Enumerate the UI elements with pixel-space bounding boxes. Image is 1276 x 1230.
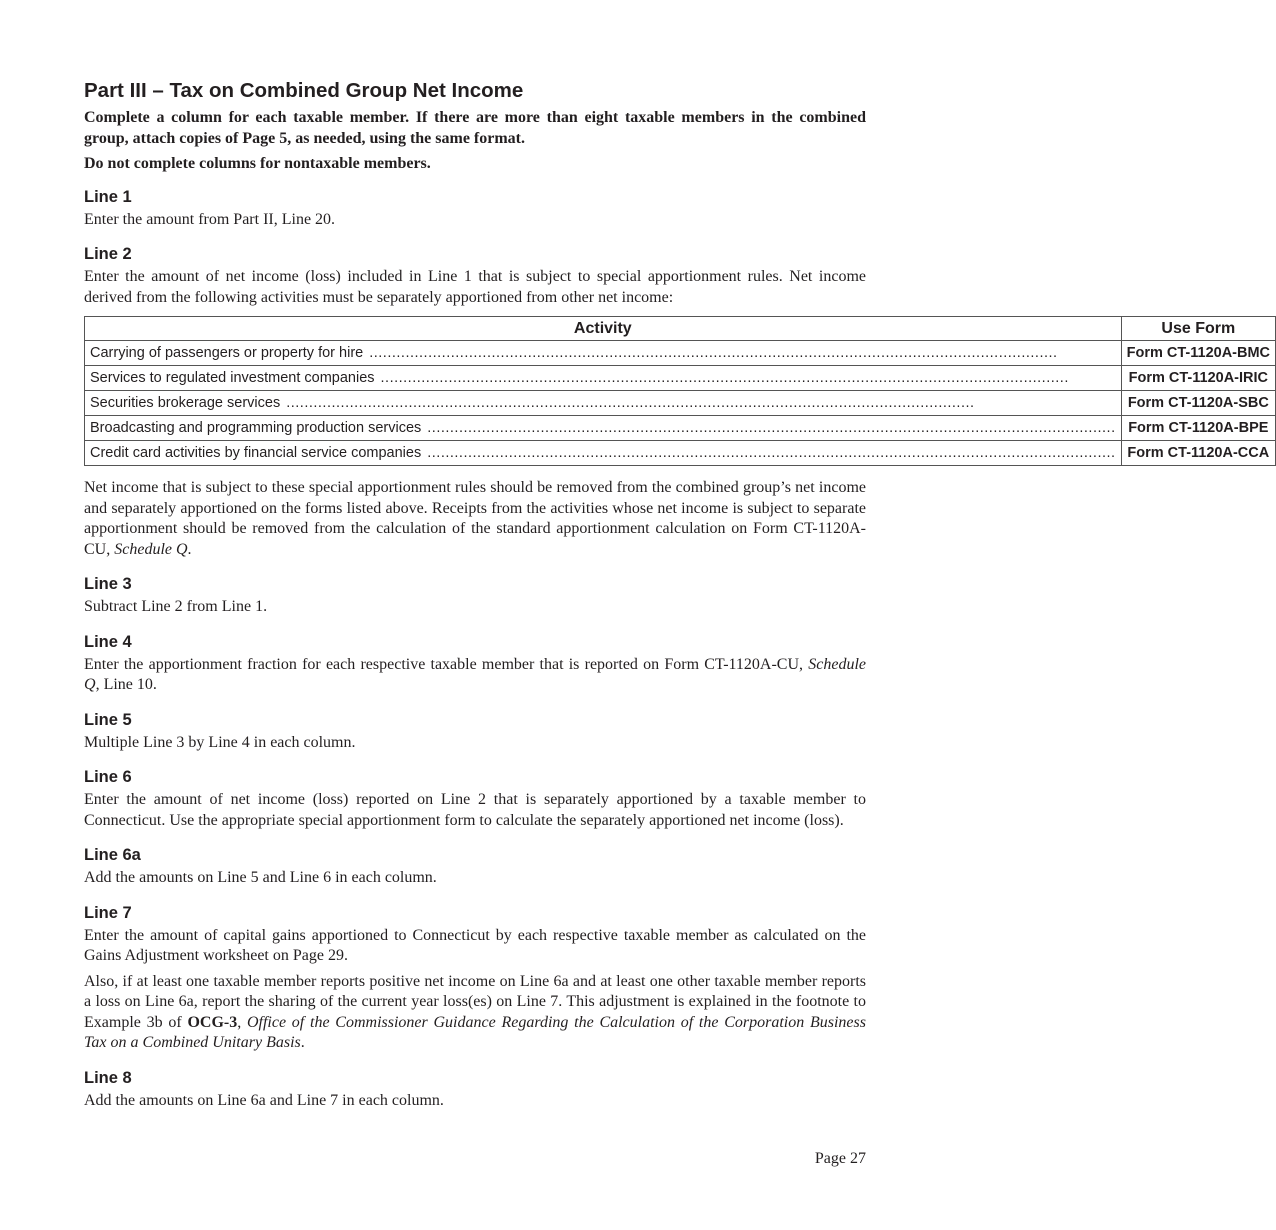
- activity-label: Securities brokerage services: [90, 395, 281, 411]
- line1-heading: Line 1: [84, 187, 132, 206]
- line6-text: Enter the amount of net income (loss) reported on Line 2 that is separately apportioned by a taxable member to Connecticut. Use the appropriate special apportionment form to calculate the separately apportioned net income (loss).: [84, 791, 866, 829]
- leader-dots: ........................................................................................................................................................: [427, 420, 1116, 436]
- table-row: [85, 366, 1276, 391]
- activity-cell: [85, 341, 1122, 366]
- table-row: [85, 416, 1276, 441]
- column-header-use-form: Use Form: [1121, 317, 1275, 341]
- intro-instruction-2: Do not complete columns for nontaxable members.: [84, 155, 431, 172]
- activity-cell: [85, 366, 1122, 391]
- line7-text-2: Also, if at least one taxable member reports positive net income on Line 6a and at least one other taxable member reports a loss on Line 6a, report the sharing of the current year loss(es) on Line 7. This adjustment is explained in the footnote to Example 3b of OCG-3, Office of the Commissioner Guidance Regarding the Calculation of the Corporation Business Tax on a Combined Unitary Basis.: [84, 972, 866, 1051]
- use-form-cell: Form CT-1120A-BPE: [1121, 416, 1275, 441]
- part-title: Part III – Tax on Combined Group Net Income: [84, 79, 524, 102]
- activity-label: Services to regulated investment companies: [90, 370, 375, 386]
- line3-text: Subtract Line 2 from Line 1.: [84, 598, 268, 615]
- use-form-cell: Form CT-1120A-IRIC: [1121, 366, 1275, 391]
- line2-text: Enter the amount of net income (loss) included in Line 1 that is subject to special apportionment rules. Net income derived from the following activities must be separately apportioned from other net income:: [84, 268, 866, 306]
- line8-heading: Line 8: [84, 1068, 132, 1087]
- line7-text: Enter the amount of capital gains apportioned to Connecticut by each respective taxable member as calculated on the Gains Adjustment worksheet on Page 29.: [84, 926, 866, 964]
- activity-label: Broadcasting and programming production services: [90, 420, 422, 436]
- table-header-row: [85, 317, 1276, 341]
- column-header-activity: Activity: [85, 317, 1122, 341]
- line3-heading: Line 3: [84, 575, 132, 593]
- leader-dots: ........................................................................................................................................................: [380, 370, 1069, 386]
- activity-form-table: [84, 316, 1276, 466]
- line4-text: Enter the apportionment fraction for each respective taxable member that is reported on Form CT-1120A-CU, Schedule Q, Line 10.: [84, 655, 866, 693]
- line5-heading: Line 5: [84, 710, 132, 729]
- table-row: [85, 341, 1276, 366]
- line8-text: Add the amounts on Line 6a and Line 7 in each column.: [84, 1091, 444, 1109]
- line2-heading: Line 2: [84, 245, 132, 263]
- table-row: [85, 441, 1276, 466]
- activity-cell: [85, 391, 1122, 416]
- document-page: [84, 79, 1271, 1116]
- line6a-text: Add the amounts on Line 5 and Line 6 in each column.: [84, 869, 437, 886]
- intro-instruction: Complete a column for each taxable member. If there are more than eight taxable members in the combined group, attach copies of Page 5, as needed, using the same format.: [84, 109, 866, 147]
- leader-dots: ........................................................................................................................................................: [286, 395, 975, 411]
- use-form-cell: Form CT-1120A-SBC: [1121, 391, 1275, 416]
- line4-heading: Line 4: [84, 632, 132, 651]
- activity-label: Credit card activities by financial service companies: [90, 445, 422, 461]
- leader-dots: ........................................................................................................................................................: [427, 445, 1116, 461]
- activity-label: Carrying of passengers or property for hire: [90, 345, 364, 361]
- line6-heading: Line 6: [84, 768, 132, 786]
- page-number: Page 27: [814, 1150, 866, 1167]
- line2-after-table-text: Net income that is subject to these special apportionment rules should be removed from the combined group’s net income and separately apportioned on the forms listed above. Receipts from the activities whose net income is subject to separate apportionment should be removed from the calculation of the standard apportionment calculation on Form CT-1120A-CU, Schedule Q.: [84, 479, 866, 558]
- use-form-cell: Form CT-1120A-BMC: [1121, 341, 1275, 366]
- line1-text: Enter the amount from Part II, Line 20.: [84, 210, 336, 228]
- activity-cell: [85, 416, 1122, 441]
- line5-text: Multiple Line 3 by Line 4 in each column.: [84, 733, 356, 751]
- activity-cell: [85, 441, 1122, 466]
- line6a-heading: Line 6a: [84, 846, 141, 864]
- line7-heading: Line 7: [84, 903, 132, 922]
- use-form-cell: Form CT-1120A-CCA: [1121, 441, 1275, 466]
- table-row: [85, 391, 1276, 416]
- leader-dots: ........................................................................................................................................................: [369, 345, 1058, 361]
